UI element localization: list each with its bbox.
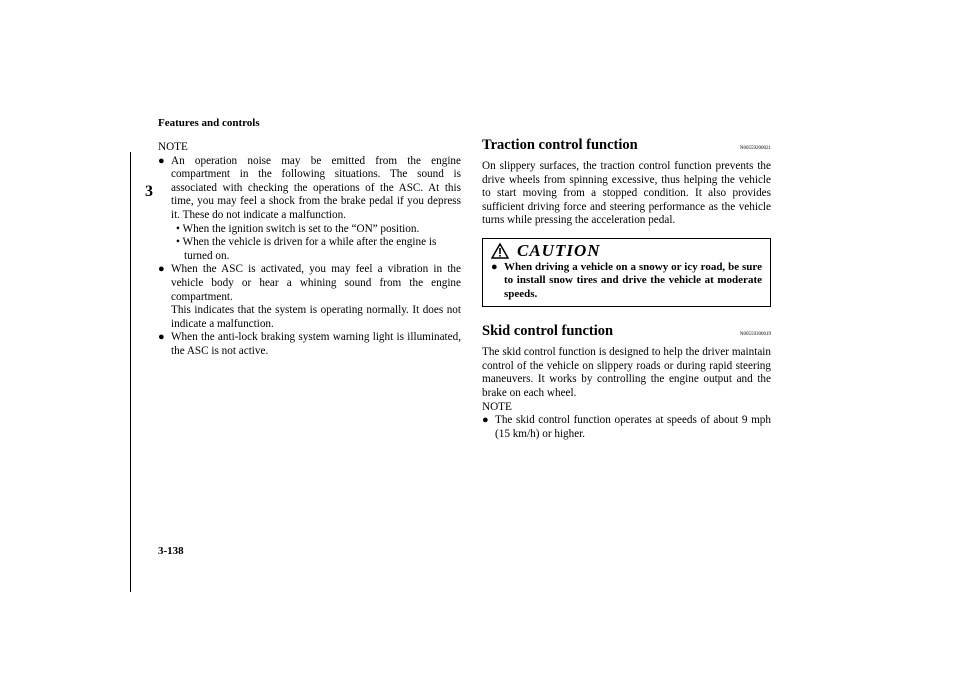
traction-code: N00559200021: [739, 146, 771, 151]
bullet-text: The skid control function operates at speeds of about 9 mph (15 km/h) or higher.: [495, 414, 771, 440]
skid-heading: [482, 323, 771, 343]
right-column: [482, 137, 771, 441]
traction-body: On slippery surfaces, the traction control function prevents the drive wheels from spinning excessive, thus helping the vehicle to start moving from a stopped condition. It also provides sufficient driving force and steering performance as the vehicle turns while pressing the acceleration pedal.: [482, 160, 771, 227]
bullet-text: An operation noise may be emitted from the engine compartment in the following situations. The sound is associated with checking the operations of the ASC. At this time, you may feel a shock from the brake pedal if you depress it. These do not indicate a malfunction.: [171, 154, 461, 221]
bullet-icon: ●: [158, 263, 165, 276]
bullet-text: When the ASC is activated, you may feel a vibration in the vehicle body or hear a whining sound from the engine compartment.: [171, 263, 461, 303]
bullet-icon: ●: [482, 414, 489, 427]
note-label: NOTE: [158, 141, 188, 153]
warning-triangle-icon: [491, 243, 509, 259]
bullet-icon: ●: [158, 154, 165, 167]
caution-item: [491, 261, 762, 301]
list-item: [158, 263, 461, 331]
skid-note-list: [482, 414, 771, 441]
left-column: [158, 141, 461, 359]
page-number: 3-138: [158, 545, 184, 557]
caution-box: [482, 238, 771, 307]
caution-title-text: CAUTION: [517, 240, 601, 260]
skid-code: N00559300019: [739, 332, 771, 338]
traction-heading-text: Traction control function: [482, 137, 638, 153]
bullet-icon: ●: [491, 260, 498, 273]
caution-title: [491, 241, 762, 261]
skid-body: The skid control function is designed to help the driver maintain control of the vehicle on slippery roads or during rapid steering maneuvers. It works by controlling the engine output and the brake on each wheel.: [482, 346, 771, 399]
list-item: [158, 155, 461, 264]
sub-item: • When the ignition switch is set to the “ON” position.: [176, 222, 420, 235]
list-item: [482, 414, 771, 441]
bullet-extra-text: This indicates that the system is operating normally. It does not indicate a malfunction.: [171, 304, 461, 330]
note-list: [158, 155, 461, 359]
list-item: [158, 331, 461, 358]
skid-heading-text: Skid control function: [482, 323, 614, 340]
chapter-divider: [130, 152, 131, 592]
sub-item: • When the vehicle is driven for a while after the engine is turned on.: [176, 236, 437, 262]
bullet-text: When the anti-lock braking system warning light is illuminated, the ASC is not active.: [171, 331, 461, 357]
bullet-icon: ●: [158, 331, 165, 344]
chapter-number: 3: [145, 183, 153, 200]
caution-text: When driving a vehicle on a snowy or icy road, be sure to install snow tires and drive the vehicle at moderate speeds.: [504, 260, 762, 300]
traction-heading: [482, 137, 771, 157]
page-header: Features and controls: [158, 117, 260, 129]
note-label: NOTE: [482, 400, 512, 413]
